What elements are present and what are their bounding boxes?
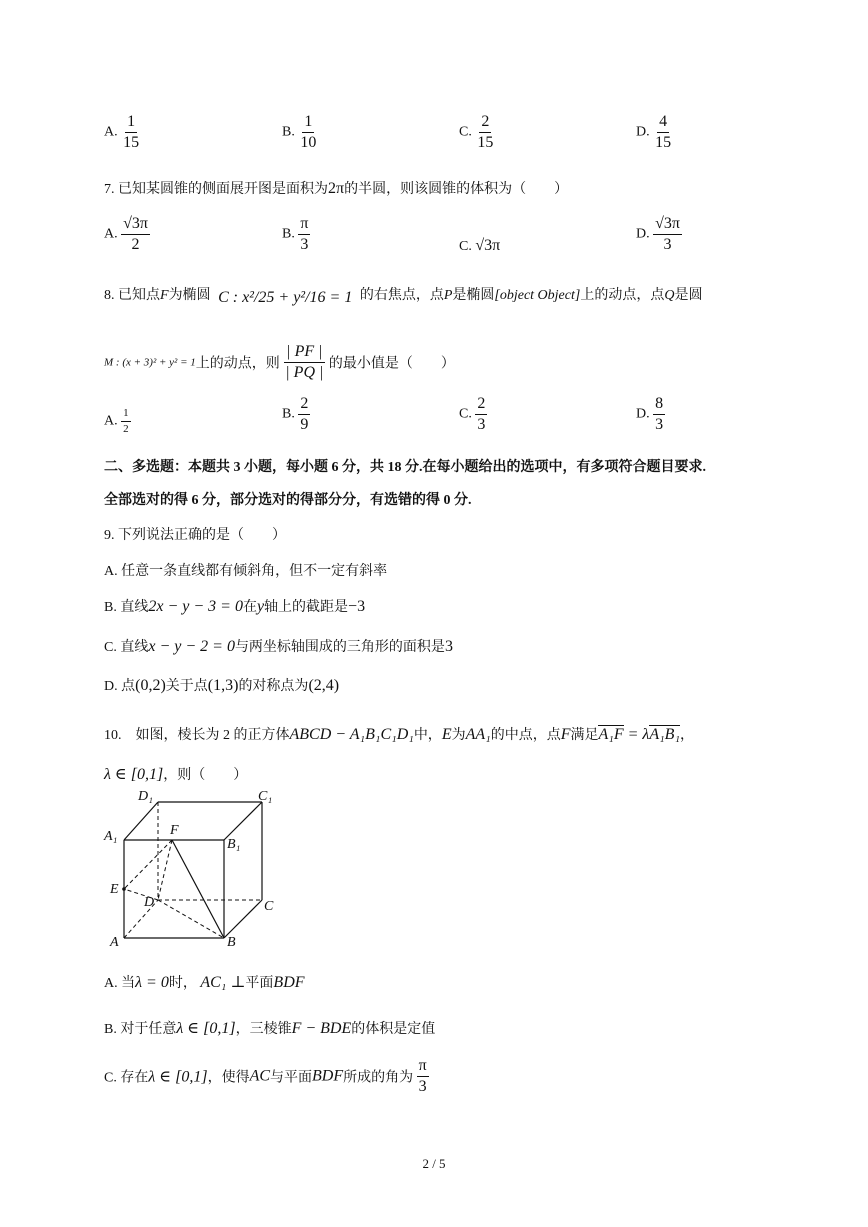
q8-stem-line2: M : (x + 3)² + y² = 1上的动点，则 $\frac{| PF |}{| PQ |}$ 的最小值是（ ） xyxy=(104,343,455,381)
q9-option-c: C. 直线x − y − 2 = 0与两坐标轴围成的三角形的面积是3 xyxy=(104,638,453,655)
label-c: C xyxy=(264,899,274,914)
section2-heading-line2: 全部选对的得 6 分，部分选对的得部分分，有选错的得 0 分. xyxy=(104,493,472,508)
q7-option-b: B. $\frac{\pi}{3}$ xyxy=(282,215,309,253)
label-b1: B₁ xyxy=(227,837,241,852)
q8-option-d: D. $\frac{8}{3}$ xyxy=(636,395,664,433)
q8-option-b: B. $\frac{2}{9}$ xyxy=(282,395,309,433)
segment-fb xyxy=(172,840,224,938)
cube-figure xyxy=(100,784,290,954)
point-e xyxy=(122,887,126,891)
label-a1: A₁ xyxy=(104,829,118,844)
q10-option-b: B. 对于任意λ ∈ [0,1]，三棱锥F − BDE的体积是定值 xyxy=(104,1020,436,1037)
label-f: F xyxy=(170,823,179,838)
edge-bc xyxy=(224,900,262,938)
label-a: A xyxy=(110,935,119,950)
q9-option-b: B. 直线2x − y − 3 = 0在y轴上的截距是−3 xyxy=(104,598,366,615)
q7-stem: 7. 已知某圆锥的侧面展开图是面积为2π的半圆，则该圆锥的体积为（ ） xyxy=(104,180,569,197)
edge-b1c1 xyxy=(224,802,262,840)
edge-a1d1 xyxy=(124,802,158,840)
q9-option-d: D. 点(0,2)关于点(1,3)的对称点为(2,4) xyxy=(104,677,340,694)
q8-stem-line1: 8. 已知点F为椭圆 C : x²/25 + y²/16 = 1 的右焦点，点P是椭圆[object Object]上的动点，点Q是圆 xyxy=(104,288,703,306)
q9-option-a: A. 任意一条直线都有倾斜角，但不一定有斜率 xyxy=(104,564,388,579)
label-e: E xyxy=(110,882,119,897)
page-number: 2 / 5 xyxy=(422,1156,446,1171)
q10-option-a: A. 当λ = 0时， AC₁ ⊥平面BDF xyxy=(104,974,305,991)
segment-fe xyxy=(124,840,172,889)
q6-option-c: C. $\frac{2}{15}$ xyxy=(459,113,494,151)
circle-equation: M : (x + 3)² + y² = 1 xyxy=(104,356,196,369)
q6-option-a: A. $\frac{1}{15}$ xyxy=(104,113,140,151)
label-c1: C₁ xyxy=(258,789,273,804)
q9-stem: 9. 下列说法正确的是（ ） xyxy=(104,528,286,543)
label-d1: D₁ xyxy=(138,789,153,804)
q7-option-a: A. $\frac{√3\pi}{2}$ xyxy=(104,215,148,253)
q10-option-c: C. 存在λ ∈ [0,1]，使得AC与平面BDF所成的角为 $\frac{\pi}{3}$ xyxy=(104,1057,427,1095)
q8-option-a: A. $\frac{1}{2}$ xyxy=(104,407,129,435)
q6-option-b: B. $\frac{1}{10}$ xyxy=(282,113,317,151)
q10-stem-line1: 10. 如图，棱长为 2 的正方体ABCD − A₁B₁C₁D₁中，E为AA₁的中点，点F满足A₁F = λA₁B₁， xyxy=(104,726,694,743)
q7-option-d: D. $\frac{√3\pi}{3}$ xyxy=(636,215,680,253)
q7-option-c: C. √3π xyxy=(459,237,501,254)
q8-option-c: C. $\frac{2}{3}$ xyxy=(459,395,486,433)
q6-option-d: D. $\frac{4}{15}$ xyxy=(636,113,672,151)
section2-heading-line1: 二、多选题：本题共 3 小题，每小题 6 分，共 18 分.在每小题给出的选项中，有多项符合题目要求. xyxy=(104,460,706,475)
q10-stem-line2: λ ∈ [0,1]，则（ ） xyxy=(104,766,248,783)
label-d: D xyxy=(144,895,155,910)
ellipse-equation: C : x²/25 + y²/16 = 1 xyxy=(218,289,353,306)
segment-fd xyxy=(158,840,172,900)
label-b: B xyxy=(227,935,236,950)
